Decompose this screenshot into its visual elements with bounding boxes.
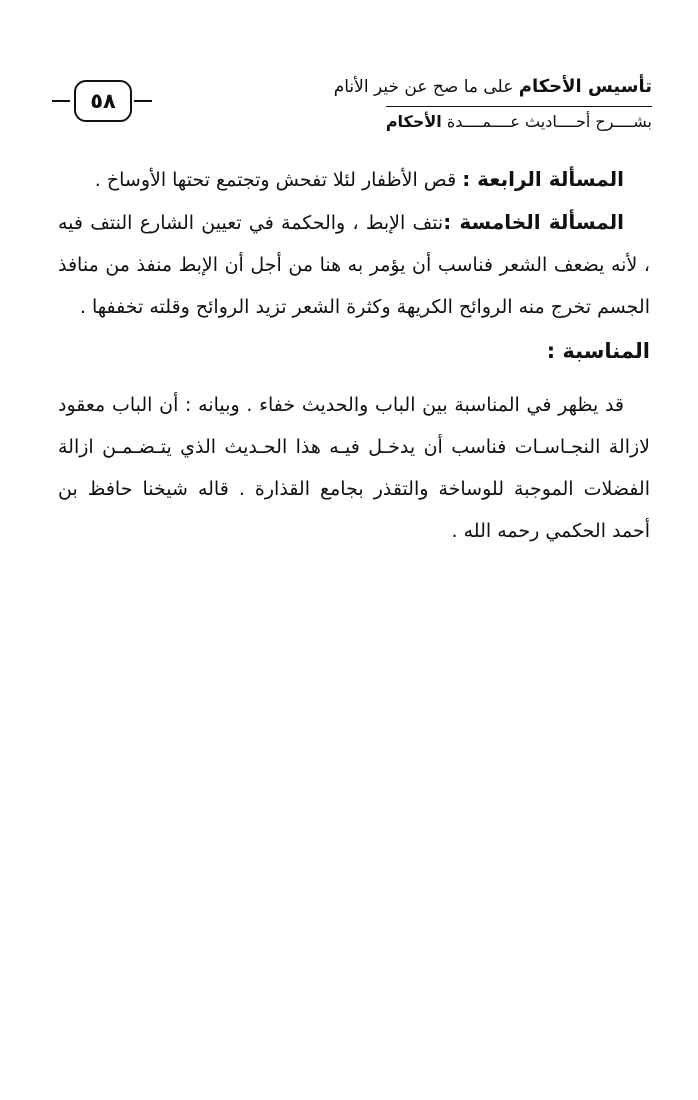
- page-body: [58, 158, 650, 552]
- running-subtitle-bold: الأحكام: [385, 112, 442, 131]
- paragraph-relevance: قد يظهر في المناسبة بين الباب والحديث خفاء . وبيانه : أن الباب معقود لازالة النجـاسـات فناسب أن يدخـل فيـه هذا الحـديث الذي يتـضـمـن ازالة الفضلات الموجبة للوساخة والتقذر بجامع القذارة . قاله شيخنا حافظ بن أحمد الحكمي رحمه الله .: [58, 394, 650, 542]
- running-subtitle-light: بشــــرح أحــــاديث عــــمــــدة: [441, 112, 652, 131]
- section-heading-relevance: المناسبة :: [546, 339, 650, 363]
- fourth-issue-text: قص الأظفار لئلا تفحش وتجتمع تحتها الأوساخ .: [94, 169, 463, 191]
- page-number-line-right: [134, 100, 152, 102]
- running-subtitle: [352, 112, 652, 131]
- paragraph-fifth-issue: [58, 201, 650, 328]
- fourth-issue-label: المسألة الرابعة :: [462, 167, 624, 191]
- header-rule: [386, 106, 652, 107]
- page-header: [52, 72, 652, 142]
- running-title-rest: على ما صح عن خير الأنام: [333, 77, 519, 97]
- fifth-issue-text: نتف الإبط ، والحكمة في تعيين الشارع النتف فيه ، لأنه يضعف الشعر فناسب أن يؤمر به هنا من أجل أن الإبط منفذ من منافذ الجسم تخرج منه الروائح الكريهة وكثرة الشعر تزيد الروائح وقلته تخففها .: [58, 212, 650, 318]
- spacer: [58, 374, 650, 384]
- running-title-bold: تأسيس الأحكام: [518, 76, 652, 97]
- fifth-issue-label: المسألة الخامسة :: [443, 210, 624, 234]
- running-title: [312, 76, 652, 97]
- page-number-frame: [52, 80, 152, 122]
- paragraph-fourth-issue: [58, 158, 650, 201]
- page-number: ٥٨: [74, 80, 132, 122]
- page-number-line-left: [52, 100, 70, 102]
